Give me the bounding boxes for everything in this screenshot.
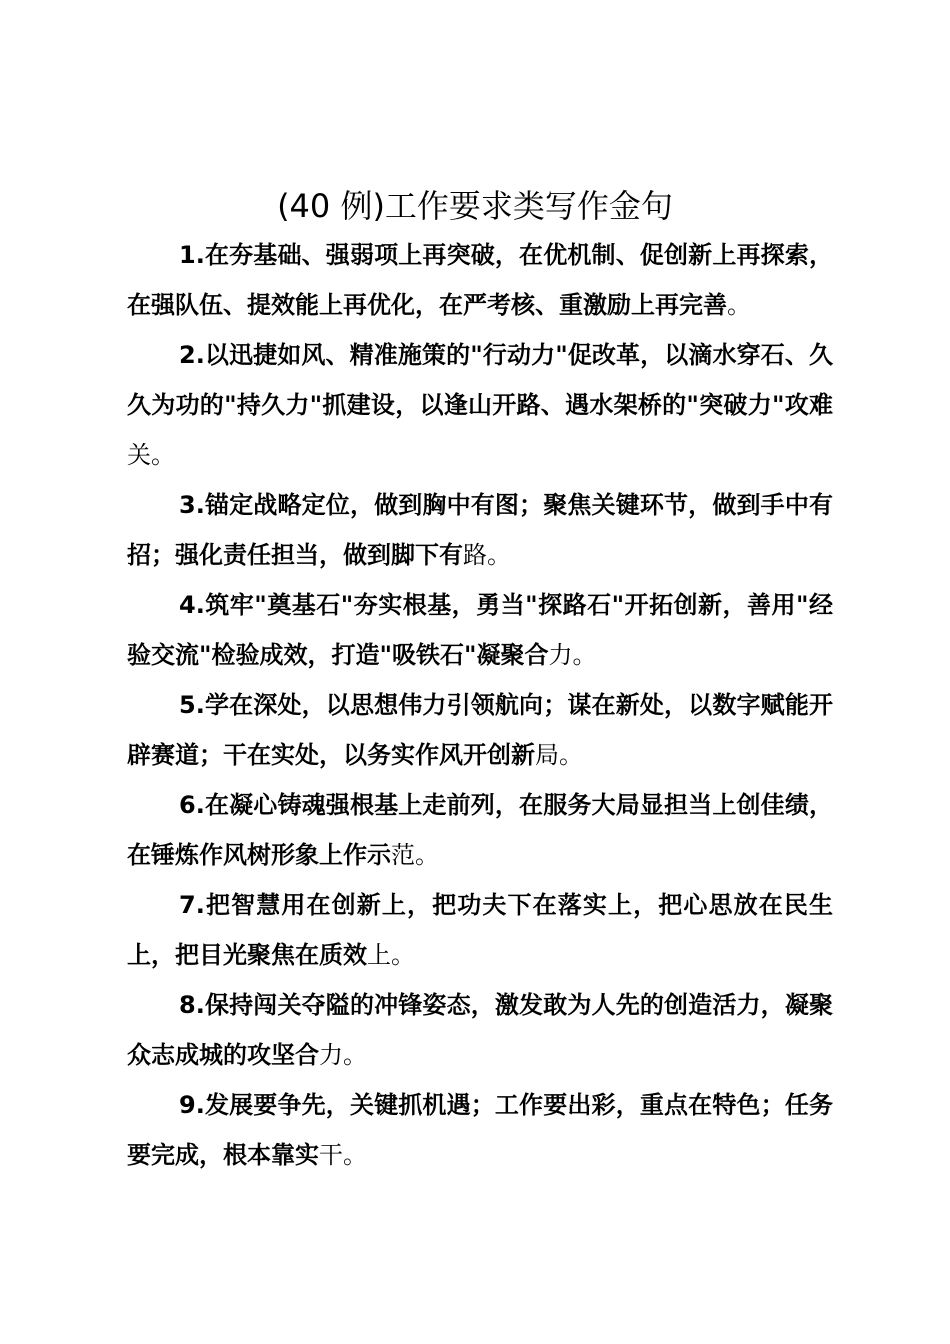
list-item	[127, 580, 833, 680]
item-tail: 。	[727, 291, 751, 319]
item-text: 3.锚定战略定位，做到胸中有图；聚焦关键环节，做到手中有招；强化责任担当，做到脚下有	[127, 491, 833, 569]
list-item	[127, 230, 833, 330]
item-tail: 关。	[127, 441, 175, 469]
item-text: 2.以迅捷如风、精准施策的"行动力"促改革，以滴水穿石、久久为功的"持久力"抓建设，以逢山开路、遇水架桥的"突破力"攻难	[127, 341, 833, 419]
item-text: 6.在凝心铸魂强根基上走前列，在服务大局显担当上创佳绩，在锤炼作风树形象上作示	[127, 791, 833, 869]
item-tail: 局。	[535, 741, 583, 769]
list-item	[127, 330, 833, 480]
list-item	[127, 480, 833, 580]
list-item	[127, 1080, 833, 1180]
item-tail: 范。	[391, 841, 439, 869]
item-tail: 力。	[548, 641, 597, 669]
list-item	[127, 880, 833, 980]
item-tail: 路。	[463, 541, 511, 569]
list-item	[127, 680, 833, 780]
item-tail: 干。	[319, 1141, 367, 1169]
item-tail: 上。	[367, 941, 415, 969]
item-tail: 力。	[319, 1041, 367, 1069]
item-text: 9.发展要争先，关键抓机遇；工作要出彩，重点在特色；任务要完成，根本靠实	[127, 1091, 833, 1169]
list-item	[127, 780, 833, 880]
document-title: (40 例)工作要求类写作金句	[277, 187, 673, 225]
item-text: 5.学在深处，以思想伟力引领航向；谋在新处，以数字赋能开辟赛道；干在实处，以务实作风开创新	[127, 691, 833, 769]
list-item	[127, 980, 833, 1080]
document-body	[127, 230, 833, 1180]
item-text: 8.保持闯关夺隘的冲锋姿态，激发敢为人先的创造活力，凝聚众志成城的攻坚合	[127, 991, 833, 1069]
item-text: 1.在夯基础、强弱项上再突破，在优机制、促创新上再探索，在强队伍、提效能上再优化，在严考核、重激励上再完善	[127, 241, 833, 319]
item-text: 4.筑牢"奠基石"夯实根基，勇当"探路石"开拓创新，善用"经验交流"检验成效，打造"吸铁石"凝聚合	[127, 591, 833, 669]
item-text: 7.把智慧用在创新上，把功夫下在落实上，把心思放在民生上，把目光聚焦在质效	[127, 891, 833, 969]
